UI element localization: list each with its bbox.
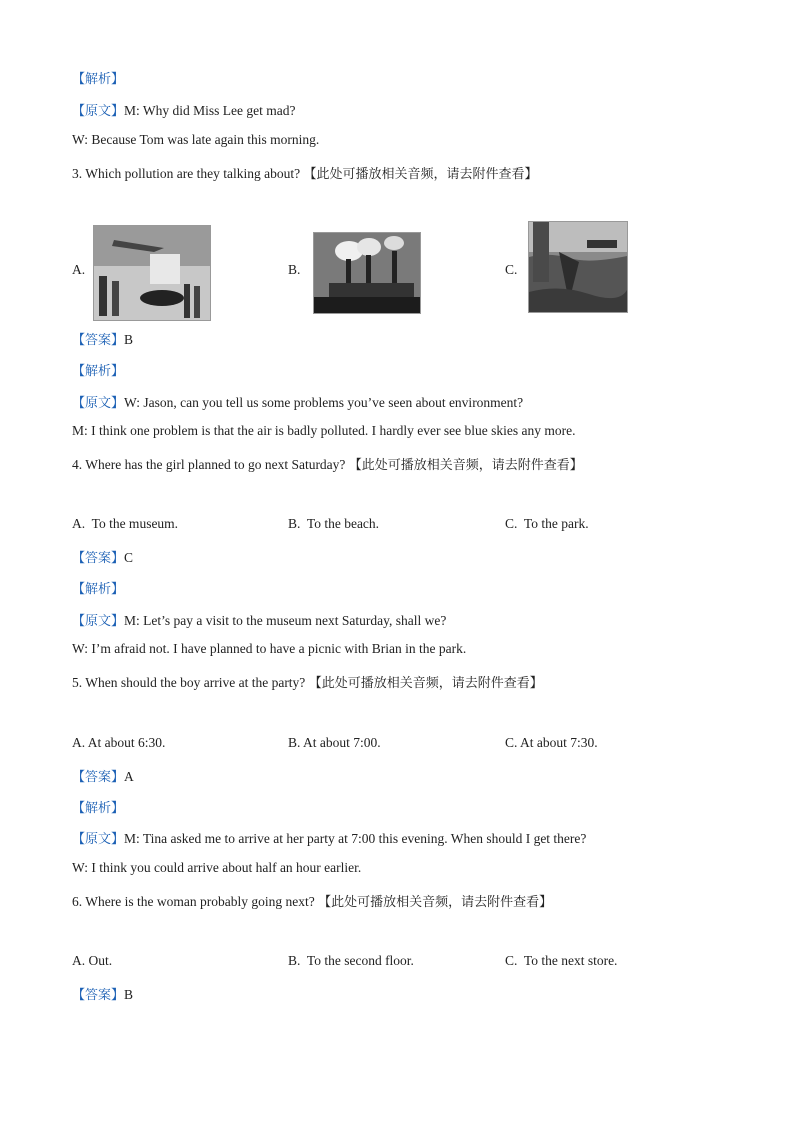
analysis-heading: 【解析】 [72,582,125,597]
answer-line: 【答案】A [72,769,134,785]
option-b: B. To the beach. [288,516,380,531]
question-6-stem: 6. Where is the woman probably going next? 【此处可播放相关音频，请去附件查看】 [72,894,553,910]
transcript-line: M: I think one problem is that the air is badly polluted. I hardly ever see blue skies any more. [72,423,576,438]
option-c-image [528,221,628,313]
question-3-stem: 3. Which pollution are they talking about? 【此处可播放相关音频，请去附件查看】 [72,166,538,182]
answer-line: 【答案】B [72,987,134,1003]
audio-note: 【此处可播放相关音频，请去附件查看】 [318,895,553,910]
audio-note: 【此处可播放相关音频，请去附件查看】 [303,167,538,182]
option-c: C. To the next store. [505,953,618,968]
option-a-image [93,225,211,321]
option-c: C. To the park. [505,516,589,531]
transcript-line: W: Because Tom was late again this morning. [72,132,320,147]
transcript-line: 【原文】M: Why did Miss Lee get mad? [72,103,296,119]
answer-line: 【答案】B [72,332,134,348]
option-a: A. At about 6:30. [72,735,166,750]
option-b-image [313,232,421,314]
question-4-stem: 4. Where has the girl planned to go next Saturday? 【此处可播放相关音频，请去附件查看】 [72,457,583,473]
analysis-heading: 【解析】 [72,72,125,87]
option-c: C. At about 7:30. [505,735,598,750]
analysis-heading: 【解析】 [72,801,125,816]
transcript-line: W: I think you could arrive about half an hour earlier. [72,860,362,875]
option-c-label: C. [505,262,518,277]
transcript-line: 【原文】W: Jason, can you tell us some problems you’ve seen about environment? [72,395,524,411]
audio-note: 【此处可播放相关音频，请去附件查看】 [308,676,543,691]
question-5-stem: 5. When should the boy arrive at the party? 【此处可播放相关音频，请去附件查看】 [72,675,543,691]
option-b: B. At about 7:00. [288,735,381,750]
audio-note: 【此处可播放相关音频，请去附件查看】 [348,458,583,473]
transcript-line: 【原文】M: Tina asked me to arrive at her party at 7:00 this evening. When should I get there? [72,831,587,847]
transcript-line: 【原文】M: Let’s pay a visit to the museum next Saturday, shall we? [72,613,447,629]
answer-line: 【答案】C [72,550,134,566]
option-a: A. To the museum. [72,516,179,531]
option-b: B. To the second floor. [288,953,414,968]
option-b-label: B. [288,262,301,277]
transcript-line: W: I’m afraid not. I have planned to have a picnic with Brian in the park. [72,641,467,656]
option-a-label: A. [72,262,86,277]
analysis-heading: 【解析】 [72,364,125,379]
option-a: A. Out. [72,953,113,968]
